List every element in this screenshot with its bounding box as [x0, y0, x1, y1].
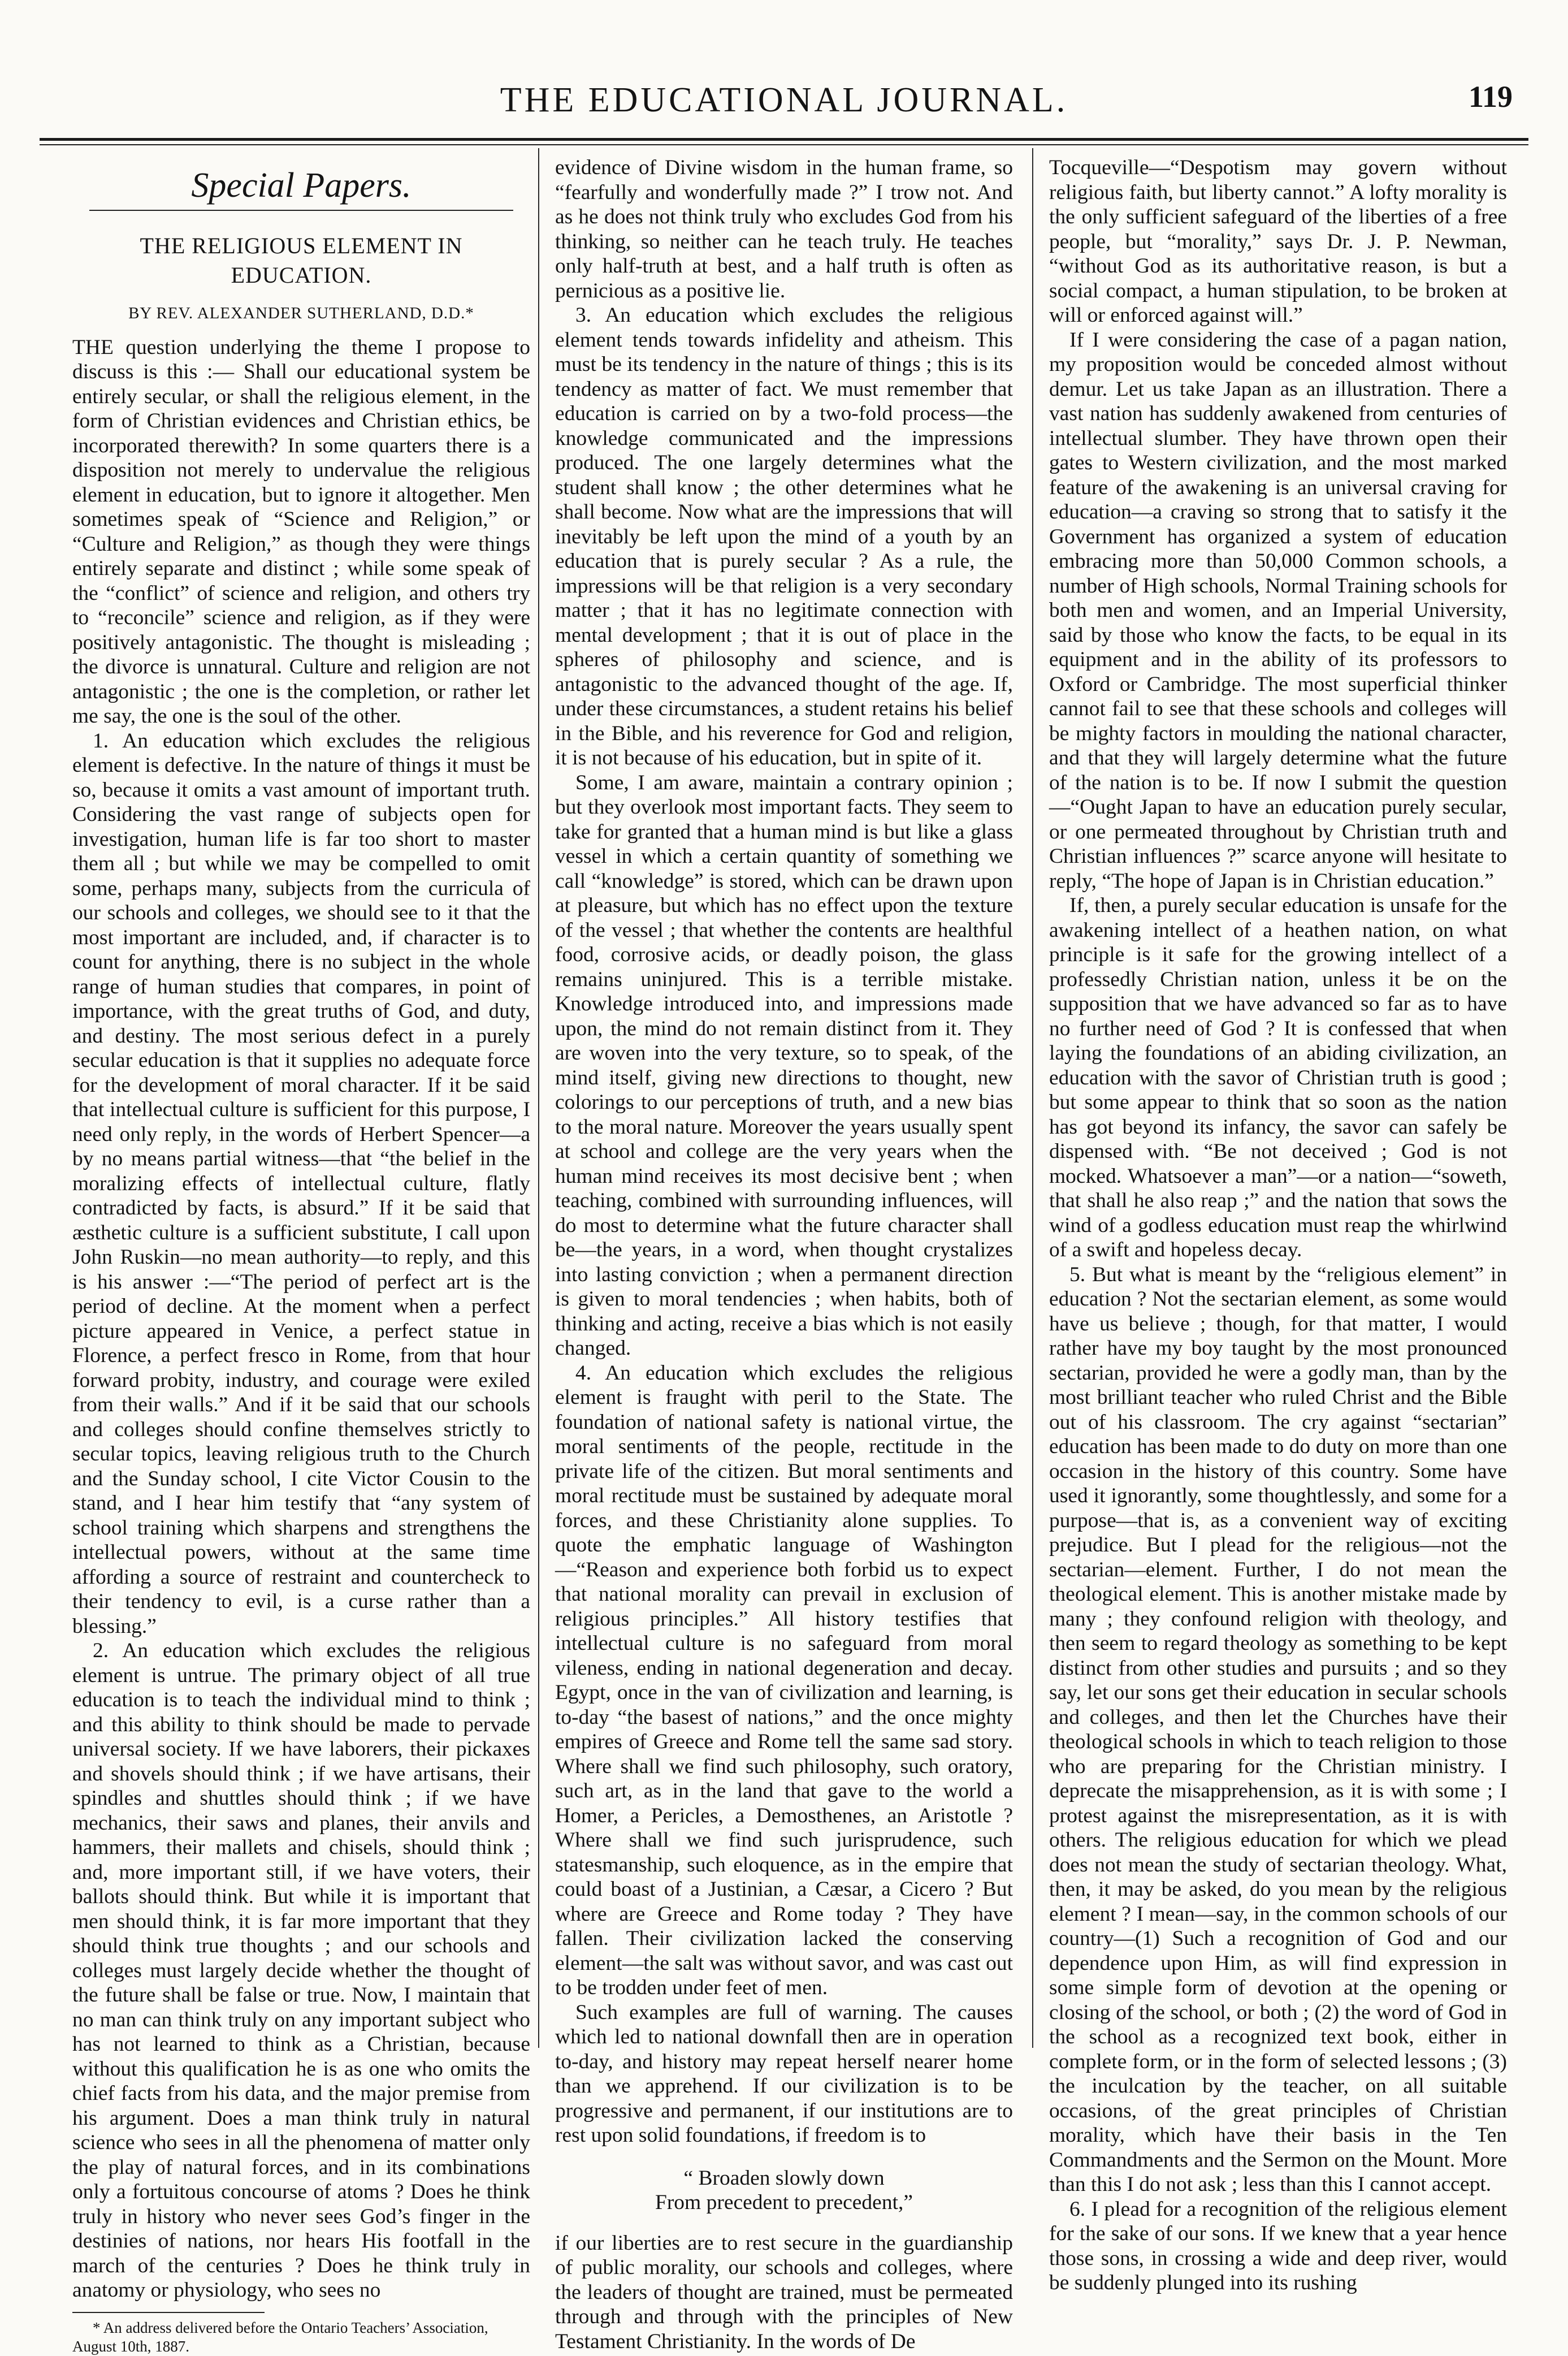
paragraph: Some, I am aware, maintain a contrary opinion ; but they overlook most important facts. They seem to take for granted that a human mind is but like a glass vessel in which a certain quantity of something we call “knowledge” is stored, which can be drawn upon at pleasure, but which has no effect upon the texture of the vessel ; that whether the contents are healthful food, corrosive acids, or deadly poison, the glass remains uninjured. This is a terrible mistake. Knowledge introduced into, and impressions made upon, the mind do not remain distinct from it. They are woven into the very texture, so to speak, of the mind itself, giving new directions to thought, new colorings to our perceptions of truth, and a new bias to the moral nature. Moreover the years usually spent at school and college are the very years when the human mind receives its most decisive bent ; when teaching, combined with surrounding influences, will do most to determine what the future character shall be—the years, in a word, when thought crystalizes into lasting conviction ; when a permanent direction is given to moral tendencies ; when habits, both of thinking and acting, receive a bias which is not easily changed.	[555, 771, 1013, 1360]
poem-line: From precedent to precedent,”	[655, 2191, 913, 2214]
article-title: THE RELIGIOUS ELEMENT IN EDUCATION.	[140, 233, 463, 288]
paragraph: 1. An education which excludes the religious element is defective. In the nature of things it must be so, because it omits a vast amount of important truth. Considering the vast range of subjects open for investigation, human life is far too short to master them all ; but while we may be compelled to omit some, perhaps many, subjects from the curricula of our schools and colleges, we should see to it that the most important are included, and, if character is to count for anything, there is no subject in the whole range of human studies that compares, in point of importance, with the great truths of God, and duty, and destiny. The most serious defect in a purely secular education is that it supplies no adequate force for the development of moral character. If it be said that intellectual culture is sufficient for this purpose, I need only reply, in the words of Herbert Spencer—a by no means partial witness—that “the belief in the moralizing effects of intellectual culture, flatly contradicted by facts, is absurd.” If it be said that æsthetic culture is a sufficient substitute, I call upon John Ruskin—no mean authority—to reply, and this is his answer :—“The period of perfect art is the period of decline. At the moment when a perfect picture appeared in Venice, a perfect statue in Florence, a perfect fresco in Rome, from that hour forward probity, industry, and courage were exiled from their walls.” And if it be said that our schools and colleges should confine themselves strictly to secular topics, leaving religious truth to the Church and the Sunday school, I cite Victor Cousin to the stand, and I hear him testify that “any system of school training which sharpens and strengthens the intellectual powers, without at the same time affording a source of restraint and countercheck to their tendency to evil, is a curse rather than a blessing.”	[72, 729, 530, 1638]
column-3	[1049, 155, 1507, 2294]
paragraph: if our liberties are to rest secure in the guardianship of public morality, our schools and colleges, where the leaders of thought are trained, must be permeated through and through with the principles of New Testament Christianity. In the words of De	[555, 2231, 1013, 2353]
paragraph: Tocqueville—“Despotism may govern without religious faith, but liberty cannot.” A lofty morality is the only sufficient safeguard of the liberties of a free people, but “morality,” says Dr. J. P. Newman, “without God as its authoritative reason, is but a social compact, a human stipulation, to be broken at will or enforced against will.”	[1049, 156, 1507, 327]
column-divider-1	[538, 148, 539, 2048]
paragraph: THE question underlying the theme I propose to discuss is this :— Shall our educational system be entirely secular, or shall the religious element, in the form of Christian evidences and Christian ethics, be incorporated therewith? In some quarters there is a disposition not merely to undervalue the religious element in education, but to ignore it altogether. Men sometimes speak of “Science and Religion,” or “Culture and Religion,” as though they were things entirely separate and distinct ; while some speak of the “conflict” of science and religion, and others try to “reconcile” science and religion, as if they were positively antagonistic. The thought is misleading ; the divorce is unnatural. Culture and religion are not antagonistic ; the one is the completion, or rather let me say, the one is the soul of the other.	[72, 335, 530, 728]
footnote-rule	[72, 2312, 265, 2313]
paragraph: 5. But what is meant by the “religious element” in education ? Not the sectarian element, as some would have us believe ; though, for that matter, I would rather have my boy taught by the most pronounced sectarian, provided he were a godly man, than by the most brilliant teacher who ruled Christ and the Bible out of his classroom. The cry against “sectarian” education has been made to do duty on more than one occasion in the history of this country. Some have used it ignorantly, some thoughtlessly, and some for a purpose—that is, as a convenient way of exciting prejudice. But I plead for the religious—not the sectarian—element. Further, I do not mean the theological element. This is another mistake made by many ; they confound religion with theology, and then seem to regard theology as something to be kept distinct from other studies and pursuits ; and so they say, let our sons get their education in secular schools and colleges, and then let the Churches have their theological schools in which to teach religion to those who are preparing for the Christian ministry. I deprecate the misapprehension, as it is with some ; I protest against the misrepresentation, as it is with others. The religious education for which we plead does not mean the study of sectarian theology. What, then, it may be asked, do you mean by the religious element ? I mean—say, in the common schools of our country—(1) Such a recognition of God and our dependence upon Him, as will find expression in some simple form of devotion at the opening or closing of the school, or both ; (2) the word of God in the school as a recognized text book, either in complete form, or in the form of selected lessons ; (3) the inculcation by the teacher, on all suitable occasions, of the great principles of Christian morality, which have their basis in the Ten Commandments and the Sermon on the Mount. More than this I do not ask ; less than this I cannot accept.	[1049, 1263, 1507, 2196]
paragraph: 4. An education which excludes the religious element is fraught with peril to the State. The foundation of national safety is national virtue, the moral sentiments of the people, rectitude in the private life of the citizen. But moral sentiments and moral rectitude must be sustained by adequate moral forces, and these Christianity alone supplies. To quote the emphatic language of Washington—“Reason and experience both forbid us to expect that national morality can prevail in exclusion of religious principles.” All history testifies that intellectual culture is no safeguard from moral vileness, ending in national degeneration and decay. Egypt, once in the van of civilization and learning, is to-day “the basest of nations,” and the once mighty empires of Greece and Rome tell the same sad story. Where shall we find such philosophy, such oratory, such art, as in the land that gave to the world a Homer, a Pericles, a Demosthenes, an Aristotle ? Where shall we find such jurisprudence, such statesmanship, such eloquence, as in the empire that could boast of a Justinian, a Cæsar, a Cicero ? But where are Greece and Rome today ? They have fallen. Their civilization lacked the conserving element—the salt was without savor, and was cast out to be trodden under feet of men.	[555, 1361, 1013, 1999]
column-divider-2	[1032, 148, 1033, 2048]
article-byline: BY REV. ALEXANDER SUTHERLAND, D.D.*	[128, 304, 474, 322]
poem-line: “ Broaden slowly down	[683, 2166, 885, 2190]
poem-quote	[555, 2166, 1013, 2215]
paragraph: 3. An education which excludes the religious element tends towards infidelity and atheism. This must be its tendency in the nature of things ; this is its tendency as matter of fact. We must remember that education is carried on by a two-fold process—the knowledge communicated and the impressions produced. The one largely determines what the student shall know ; the other determines what he shall become. Now what are the impressions that will inevitably be left upon the mind of a youth by an education that is purely secular ? As a rule, the impressions will be that religion is a very secondary matter ; that it has no legitimate connection with mental development ; that it is out of place in the spheres of philosophy and science, and is antagonistic to the advanced thought of the age. If, under these circumstances, a student retains his belief in the Bible, and his reverence for God and religion, it is not because of his education, but in spite of it.	[555, 304, 1013, 770]
section-heading: Special Papers.	[191, 166, 412, 205]
paragraph: If I were considering the case of a pagan nation, my proposition would be conceded almost without demur. Let us take Japan as an illustration. There a vast nation has suddenly awakened from centuries of intellectual slumber. They have thrown open their gates to Western civilization, and the most marked feature of the awakening is an universal craving for education—a craving so strong that to satisfy it the Government has organized a system of education embracing more than 50,000 Common schools, a number of High schools, Normal Training schools for both men and women, and an Imperial University, said by those who know the facts, to be equal in its equipment and in the ability of its professors to Oxford or Cambridge. The most superficial thinker cannot fail to see that these schools and colleges will be mighty factors in moulding the national character, and that they will largely determine what the future of the nation is to be. If now I submit the question—“Ought Japan to have an education purely secular, or one permeated throughout by Christian truth and Christian influences ?” scarce anyone will hesitate to reply, “The hope of Japan is in Christian education.”	[1049, 328, 1507, 893]
page-number: 119	[1468, 80, 1513, 114]
header-rule-thick	[40, 138, 1528, 141]
section-heading-rule	[89, 210, 513, 211]
paragraph: Such examples are full of warning. The causes which led to national downfall then are in operation to-day, and history may repeat herself nearer home than we apprehend. If our civilization is to be progressive and permanent, if our institutions are to rest upon solid foundations, if freedom is to	[555, 2000, 1013, 2147]
footnote: * An address delivered before the Ontario Teachers’ Association, August 10th, 1887.	[72, 2319, 488, 2355]
column-1	[72, 155, 530, 2355]
page-header	[40, 68, 1528, 136]
journal-title: THE EDUCATIONAL JOURNAL.	[500, 81, 1068, 119]
column-2	[555, 155, 1013, 2353]
paragraph: If, then, a purely secular education is unsafe for the awakening intellect of a heathen nation, on what principle is it safe for the growing intellect of a professedly Christian nation, unless it be on the supposition that we have advanced so far as to have no further need of God ? It is confessed that when laying the foundations of an abiding civilization, an education with the savor of Christian truth is good ; but some appear to think that so soon as the nation has got beyond its infancy, the savor can safely be dispensed with. “Be not deceived ; God is not mocked. Whatsoever a man”—or a nation—“soweth, that shall he also reap ;” and the nation that sows the wind of a godless education must reap the whirlwind of a swift and hopeless decay.	[1049, 894, 1507, 1261]
paragraph: 2. An education which excludes the religious element is untrue. The primary object of all true education is to teach the individual mind to think ; and this ability to think should be made to pervade universal society. If we have laborers, their pickaxes and shovels should think ; if we have artisans, their spindles and shuttles should think ; if we have mechanics, their saws and planes, their anvils and hammers, their mallets and chisels, should think ; and, more important still, if we have voters, their ballots should think. But while it is important that men should think, it is far more important that they should think true thoughts ; and our schools and colleges must largely decide whether the thought of the future shall be false or true. Now, I maintain that no man can think truly on any important subject who has not learned to think as a Christian, because without this qualification he is as one who omits the chief facts from his data, and the major premise from his argument. Does a man think truly in natural science who sees in all the phenomena of matter only the play of natural forces, and in its combinations only a fortuitous concourse of atoms ? Does he think truly in history who never sees God’s finger in the destinies of nations, nor hears His footfall in the march of the centuries ? Does he think truly in anatomy or physiology, who sees no	[72, 1639, 530, 2302]
paragraph: evidence of Divine wisdom in the human frame, so “fearfully and wonderfully made ?” I trow not. And as he does not think truly who excludes God from his thinking, so neither can he teach truly. He teaches only half-truth at best, and a half truth is often as pernicious as a positive lie.	[555, 156, 1013, 302]
header-rule-thin	[40, 144, 1528, 145]
paragraph: 6. I plead for a recognition of the religious element for the sake of our sons. If we knew that a year hence those sons, in crossing a wide and deep river, would be suddenly plunged into its rushing	[1049, 2197, 1507, 2294]
